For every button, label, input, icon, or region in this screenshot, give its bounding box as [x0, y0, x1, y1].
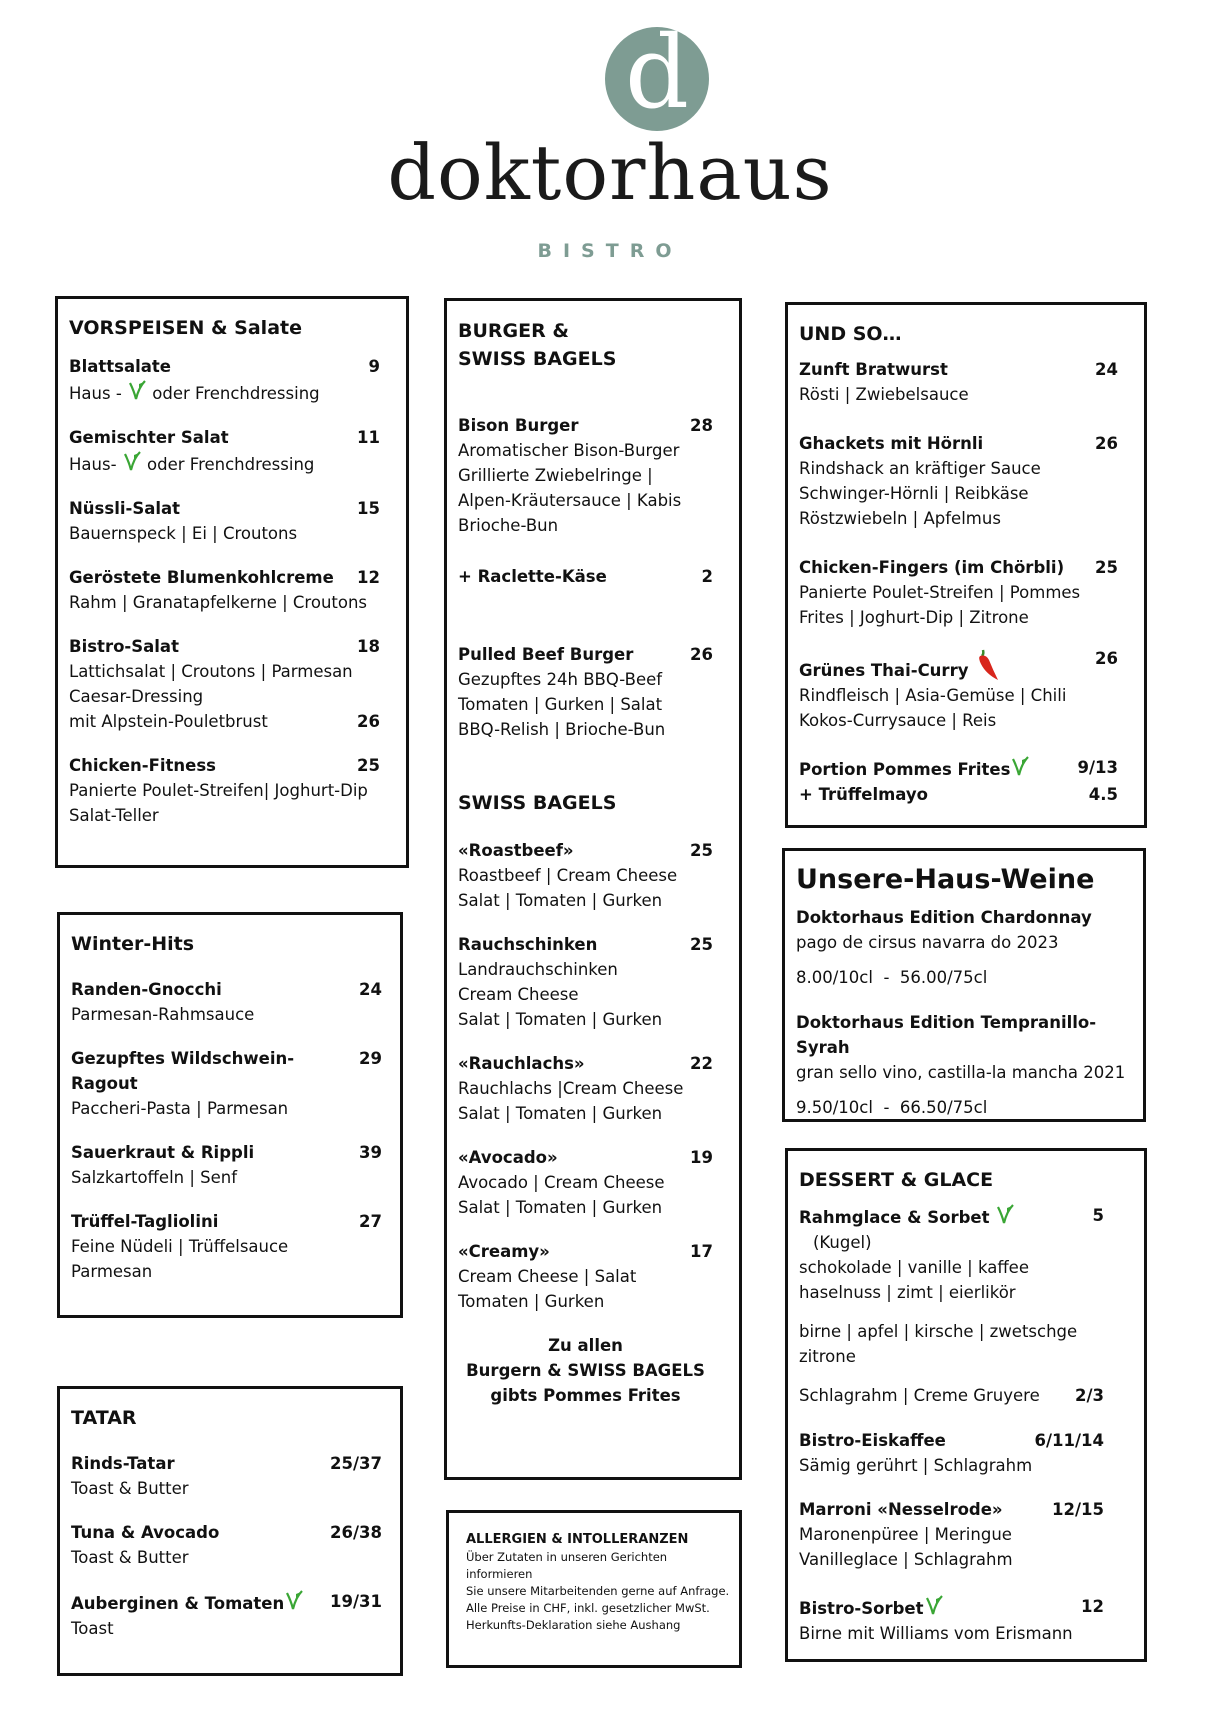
menu-item: [799, 646, 1118, 733]
item-price: 25: [690, 935, 713, 954]
section-weine: [782, 848, 1146, 1122]
item-desc: Haus- oder Frenchdressing: [69, 450, 380, 477]
item-name: Bistro-Eiskaffee: [799, 1431, 946, 1450]
item-name: Chicken-Fingers (im Chörbli): [799, 558, 1065, 577]
menu-item: [71, 1046, 382, 1121]
vegan-leaf-icon: [1010, 755, 1030, 777]
item-desc: Paccheri-Pasta | Parmesan: [71, 1099, 289, 1118]
item-extra: Schlagrahm | Creme Gruyere: [799, 1386, 1040, 1405]
menu-item: [71, 1520, 382, 1570]
item-desc: Haus - oder Frenchdressing: [69, 379, 380, 406]
item-desc: Lattichsalat | Croutons | Parmesan Caesar-Dressing: [69, 662, 353, 706]
menu-item: [799, 1428, 1104, 1478]
item-price: 26/38: [330, 1523, 382, 1542]
item-price: 24: [359, 980, 382, 999]
item-name: Auberginen & Tomaten: [71, 1589, 304, 1616]
menu-item: [71, 1209, 382, 1284]
item-desc: Gezupftes 24h BBQ-Beef Tomaten | Gurken | Salat BBQ-Relish | Brioche-Bun: [458, 670, 666, 739]
item-price: 6/11/14: [1034, 1431, 1104, 1450]
wine-price: 8.00/10cl - 56.00/75cl: [796, 968, 988, 987]
item-name: Trüffel-Tagliolini: [71, 1212, 219, 1231]
item-desc: Maronenpüree | Meringue Vanilleglace | Schlagrahm: [799, 1525, 1013, 1569]
section-vorspeisen: [55, 296, 409, 868]
item-desc: Feine Nüdeli | Trüffelsauce Parmesan: [71, 1237, 289, 1281]
item-name: Rauchschinken: [458, 935, 598, 954]
item-price: 11: [357, 428, 380, 447]
item-name: Bison Burger: [458, 416, 579, 435]
item-desc: Rauchlachs |Cream Cheese Salat | Tomaten | Gurken: [458, 1079, 684, 1123]
menu-item: [799, 1497, 1104, 1572]
item-desc: Landrauchschinken Cream Cheese Salat | Tomaten | Gurken: [458, 960, 663, 1029]
item-price: 12: [357, 568, 380, 587]
item-desc: Toast & Butter: [71, 1548, 189, 1567]
section-allergien: [446, 1510, 742, 1668]
item-price: 12: [1081, 1597, 1104, 1616]
item-name: Marroni «Nesselrode»: [799, 1500, 1003, 1519]
item-name: Rinds-Tatar: [71, 1454, 175, 1473]
menu-item: [69, 496, 380, 546]
section-title: DESSERT & GLACE: [799, 1169, 994, 1191]
section-tatar: [57, 1386, 403, 1676]
item-price: 18: [357, 637, 380, 656]
vegan-leaf-icon: [924, 1594, 944, 1616]
item-price: 26: [1095, 649, 1118, 668]
item-desc: Aromatischer Bison-Burger Grillierte Zwiebelringe | Alpen-Kräutersauce | Kabis Brioche-Bun: [458, 441, 682, 535]
wine-desc: gran sello vino, castilla-la mancha 2021: [796, 1063, 1126, 1082]
item-name: Randen-Gnocchi: [71, 980, 222, 999]
section-dessert: [785, 1148, 1147, 1662]
vegan-leaf-icon: [127, 379, 147, 401]
menu-item: [69, 425, 380, 477]
menu-item: [458, 1239, 713, 1314]
item-desc: Toast: [71, 1619, 114, 1638]
item-price: 26: [1095, 434, 1118, 453]
section-title: UND SO…: [799, 323, 902, 345]
item-desc: Avocado | Cream Cheese Salat | Tomaten | Gurken: [458, 1173, 665, 1217]
item-desc: Rindfleisch | Asia-Gemüse | Chili Kokos-Currysauce | Reis: [799, 686, 1067, 730]
item-name: «Avocado»: [458, 1148, 558, 1167]
menu-item: [69, 634, 380, 734]
menu-item: [458, 1145, 713, 1220]
section-und-so: [785, 302, 1147, 828]
section-winter-hits: [57, 912, 403, 1318]
item-extra: mit Alpstein-Pouletbrust: [69, 712, 268, 731]
vegan-leaf-icon: [284, 1589, 304, 1611]
item-price: 9: [368, 357, 380, 376]
menu-item: [69, 753, 380, 828]
menu-item: [799, 431, 1118, 531]
item-name: Chicken-Fitness: [69, 756, 217, 775]
item-name: Nüssli-Salat: [69, 499, 181, 518]
menu-item: [458, 413, 713, 538]
item-desc: Rösti | Zwiebelsauce: [799, 385, 969, 404]
item-name: Ghackets mit Hörnli: [799, 434, 984, 453]
item-name: Rahmglace & Sorbet (Kugel): [799, 1203, 1093, 1255]
item-desc-sorbet: birne | apfel | kirsche | zwetschge zitrone: [799, 1322, 1078, 1366]
logo-mark: [605, 14, 709, 131]
item-desc: Cream Cheese | Salat Tomaten | Gurken: [458, 1267, 637, 1311]
allergen-note: Über Zutaten in unseren Gerichten informieren Sie unsere Mitarbeitenden gerne auf Anfrage. Alle Preise in CHF, inkl. gesetzlicher MwSt. Herkunfts-Deklaration siehe Aushang: [466, 1550, 730, 1632]
vegan-leaf-icon: [995, 1203, 1015, 1225]
menu-item: [458, 838, 713, 913]
item-name: Geröstete Blumenkohlcreme: [69, 568, 334, 587]
item-name: «Rauchlachs»: [458, 1054, 585, 1073]
item-name: «Roastbeef»: [458, 841, 574, 860]
item-name: Blattsalate: [69, 357, 171, 376]
section-title: Unsere-Haus-Weine: [796, 864, 1095, 895]
item-price: 17: [690, 1242, 713, 1261]
chili-pepper-icon: [974, 646, 1000, 682]
item-name: Tuna & Avocado: [71, 1523, 220, 1542]
item-desc: Panierte Poulet-Streifen | Pommes Frites | Joghurt-Dip | Zitrone: [799, 583, 1081, 627]
item-extra: + Trüffelmayo: [799, 785, 929, 804]
item-price: 25/37: [330, 1454, 382, 1473]
section-title: VORSPEISEN & Salate: [69, 317, 302, 339]
item-desc: Rahm | Granatapfelkerne | Croutons: [69, 593, 368, 612]
item-price: 2: [701, 567, 713, 586]
item-price: 25: [690, 841, 713, 860]
item-name: Gemischter Salat: [69, 428, 229, 447]
vegan-leaf-icon: [122, 450, 142, 472]
side-note: Zu allen Burgern & SWISS BAGELS gibts Pommes Frites: [466, 1336, 705, 1405]
item-price: 24: [1095, 360, 1118, 379]
item-name: Zunft Bratwurst: [799, 360, 948, 379]
section-title: BURGER & SWISS BAGELS: [458, 320, 617, 370]
brand-name: doktorhaus: [387, 128, 833, 217]
item-desc: schokolade | vanille | kaffee haselnuss | zimt | eierlikör: [799, 1258, 1029, 1302]
item-price: 15: [357, 499, 380, 518]
logo-letter: d: [624, 14, 689, 131]
item-name: Pulled Beef Burger: [458, 645, 634, 664]
wine-price: 9.50/10cl - 66.50/75cl: [796, 1098, 988, 1117]
subsection-title: SWISS BAGELS: [458, 792, 617, 814]
wine-name: Doktorhaus Edition Chardonnay: [796, 908, 1092, 927]
menu-item: [458, 642, 713, 742]
item-name: «Creamy»: [458, 1242, 550, 1261]
item-price: 22: [690, 1054, 713, 1073]
item-desc: Toast & Butter: [71, 1479, 189, 1498]
menu-item: [799, 1203, 1104, 1408]
section-title: Winter-Hits: [71, 933, 195, 955]
section-burger-bagels: [444, 298, 742, 1480]
item-name: Bistro-Sorbet: [799, 1594, 944, 1621]
wine-item: [796, 1010, 1133, 1120]
menu-item: [799, 555, 1118, 630]
item-desc: Birne mit Williams vom Erismann: [799, 1624, 1073, 1643]
item-desc: Roastbeef | Cream Cheese Salat | Tomaten | Gurken: [458, 866, 678, 910]
wine-desc: pago de cirsus navarra do 2023: [796, 933, 1059, 952]
item-name: + Raclette-Käse: [458, 567, 607, 586]
menu-item: [69, 354, 380, 406]
item-desc: Salzkartoffeln | Senf: [71, 1168, 238, 1187]
item-price: 5: [1092, 1206, 1104, 1225]
item-price: 29: [359, 1049, 382, 1068]
item-desc: Sämig gerührt | Schlagrahm: [799, 1456, 1033, 1475]
item-price: 12/15: [1052, 1500, 1104, 1519]
menu-item: [799, 357, 1118, 407]
menu-item: [71, 1140, 382, 1190]
item-extra-price: 26: [357, 712, 380, 731]
item-name: Grünes Thai-Curry: [799, 646, 1000, 683]
item-price: 9/13: [1077, 758, 1118, 777]
item-price: 26: [690, 645, 713, 664]
item-name: Bistro-Salat: [69, 637, 179, 656]
menu-item: [458, 564, 713, 589]
item-price: 19/31: [330, 1592, 382, 1611]
wine-name: Doktorhaus Edition Tempranillo-Syrah: [796, 1013, 1097, 1057]
item-price: 28: [690, 416, 713, 435]
item-price: 19: [690, 1148, 713, 1167]
item-name: Portion Pommes Frites: [799, 755, 1030, 782]
item-extra-price: 2/3: [1075, 1386, 1104, 1405]
item-name: Gezupftes Wildschwein-Ragout: [71, 1049, 295, 1093]
menu-item: [799, 755, 1118, 807]
item-name: Sauerkraut & Rippli: [71, 1143, 255, 1162]
item-desc: Bauernspeck | Ei | Croutons: [69, 524, 298, 543]
menu-item: [799, 1594, 1104, 1646]
item-desc: Panierte Poulet-Streifen| Joghurt-Dip Salat-Teller: [69, 781, 368, 825]
section-title: TATAR: [71, 1407, 137, 1429]
menu-item: [458, 932, 713, 1032]
menu-item: [71, 1589, 382, 1641]
wine-item: [796, 905, 1133, 990]
menu-item: [71, 977, 382, 1027]
item-price: 25: [1095, 558, 1118, 577]
brand-subtitle: BISTRO: [537, 240, 683, 262]
menu-item: [69, 565, 380, 615]
menu-item: [71, 1451, 382, 1501]
item-extra-price: 4.5: [1088, 785, 1118, 804]
menu-item: [458, 1051, 713, 1126]
item-desc: Rindshack an kräftiger Sauce Schwinger-Hörnli | Reibkäse Röstzwiebeln | Apfelmus: [799, 459, 1041, 528]
item-price: 39: [359, 1143, 382, 1162]
item-desc: Parmesan-Rahmsauce: [71, 1005, 255, 1024]
item-price: 27: [359, 1212, 382, 1231]
item-price: 25: [357, 756, 380, 775]
section-title: ALLERGIEN & INTOLLERANZEN: [466, 1532, 689, 1547]
